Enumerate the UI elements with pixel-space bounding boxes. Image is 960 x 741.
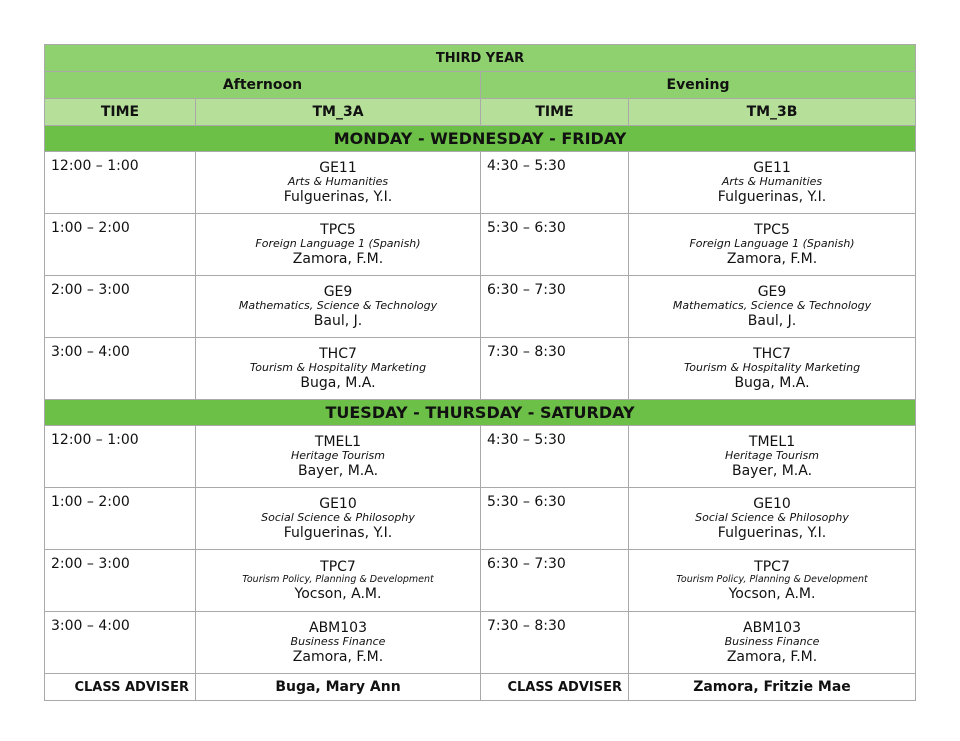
time-cell: 3:00 – 4:00 (45, 338, 196, 400)
day-group-header: TUESDAY - THURSDAY - SATURDAY (45, 400, 916, 426)
time-cell: 1:00 – 2:00 (45, 488, 196, 550)
table-row (45, 276, 916, 338)
course-code: TPC5 (754, 222, 790, 239)
course-code: THC7 (319, 346, 357, 363)
class-cell (629, 612, 916, 674)
course-code: GE10 (753, 496, 791, 513)
time-cell: 4:30 – 5:30 (481, 152, 629, 214)
time-cell: 7:30 – 8:30 (481, 338, 629, 400)
time-cell: 12:00 – 1:00 (45, 152, 196, 214)
time-cell: 2:00 – 3:00 (45, 550, 196, 612)
adviser-label: CLASS ADVISER (45, 674, 196, 701)
instructor: Zamora, F.M. (726, 648, 818, 665)
course-title: Heritage Tourism (725, 449, 820, 463)
class-cell (196, 338, 481, 400)
time-cell: 12:00 – 1:00 (45, 426, 196, 488)
class-cell (629, 338, 916, 400)
class-cell (629, 276, 916, 338)
instructor: Zamora, F.M. (292, 648, 384, 665)
class-cell (196, 152, 481, 214)
course-title: Arts & Humanities (287, 175, 389, 189)
time-header-evening: TIME (481, 99, 629, 126)
instructor: Yocson, A.M. (294, 585, 382, 602)
course-title: Foreign Language 1 (Spanish) (255, 237, 421, 251)
instructor: Baul, J. (747, 312, 797, 329)
course-code: GE11 (753, 160, 791, 177)
time-cell: 3:00 – 4:00 (45, 612, 196, 674)
time-cell: 7:30 – 8:30 (481, 612, 629, 674)
course-title: Mathematics, Science & Technology (672, 299, 872, 313)
course-code: GE11 (319, 160, 357, 177)
course-title: Social Science & Philosophy (695, 511, 849, 525)
class-cell (629, 550, 916, 612)
course-code: GE9 (757, 284, 787, 301)
course-title: Tourism Policy, Planning & Development (242, 574, 434, 586)
instructor: Bayer, M.A. (731, 462, 813, 479)
instructor: Bayer, M.A. (297, 462, 379, 479)
class-cell (629, 152, 916, 214)
adviser-label: CLASS ADVISER (481, 674, 629, 701)
class-cell (196, 488, 481, 550)
instructor: Buga, M.A. (734, 374, 810, 391)
course-code: GE9 (323, 284, 353, 301)
class-cell (629, 426, 916, 488)
course-code: TMEL1 (314, 434, 362, 451)
adviser-name-tm3b: Zamora, Fritzie Mae (629, 674, 916, 701)
time-cell: 2:00 – 3:00 (45, 276, 196, 338)
course-title: Tourism Policy, Planning & Development (676, 574, 868, 586)
time-cell: 6:30 – 7:30 (481, 276, 629, 338)
class-cell (196, 276, 481, 338)
table-row (45, 612, 916, 674)
table-row (45, 214, 916, 276)
class-cell (196, 214, 481, 276)
instructor: Fulguerinas, Y.I. (283, 188, 393, 205)
table-row (45, 426, 916, 488)
course-code: GE10 (319, 496, 357, 513)
table-row (45, 152, 916, 214)
class-cell (196, 612, 481, 674)
course-code: THC7 (753, 346, 791, 363)
section-header-tm3a: TM_3A (196, 99, 481, 126)
course-code: TMEL1 (748, 434, 796, 451)
section-header-tm3b: TM_3B (629, 99, 916, 126)
course-code: ABM103 (743, 620, 801, 637)
time-header-afternoon: TIME (45, 99, 196, 126)
course-title: Tourism & Hospitality Marketing (249, 361, 427, 375)
time-cell: 6:30 – 7:30 (481, 550, 629, 612)
instructor: Zamora, F.M. (292, 250, 384, 267)
time-cell: 1:00 – 2:00 (45, 214, 196, 276)
instructor: Zamora, F.M. (726, 250, 818, 267)
course-title: Foreign Language 1 (Spanish) (689, 237, 855, 251)
instructor: Fulguerinas, Y.I. (717, 188, 827, 205)
instructor: Yocson, A.M. (728, 585, 816, 602)
table-row (45, 338, 916, 400)
course-title: Social Science & Philosophy (261, 511, 415, 525)
instructor: Buga, M.A. (300, 374, 376, 391)
table-title: THIRD YEAR (45, 45, 916, 72)
class-cell (196, 550, 481, 612)
course-title: Business Finance (724, 635, 820, 649)
time-cell: 5:30 – 6:30 (481, 488, 629, 550)
course-title: Tourism & Hospitality Marketing (683, 361, 861, 375)
course-title: Business Finance (290, 635, 386, 649)
instructor: Baul, J. (313, 312, 363, 329)
course-title: Mathematics, Science & Technology (238, 299, 438, 313)
course-code: TPC7 (754, 558, 790, 575)
class-cell (196, 426, 481, 488)
time-cell: 5:30 – 6:30 (481, 214, 629, 276)
course-title: Heritage Tourism (290, 449, 385, 463)
schedule-table (44, 44, 916, 701)
course-code: TPC7 (320, 558, 356, 575)
table-row (45, 488, 916, 550)
course-code: ABM103 (309, 620, 367, 637)
course-title: Arts & Humanities (721, 175, 823, 189)
afternoon-header: Afternoon (45, 72, 481, 99)
instructor: Fulguerinas, Y.I. (283, 524, 393, 541)
course-code: TPC5 (320, 222, 356, 239)
day-group-header: MONDAY - WEDNESDAY - FRIDAY (45, 126, 916, 152)
adviser-name-tm3a: Buga, Mary Ann (196, 674, 481, 701)
evening-header: Evening (481, 72, 916, 99)
class-cell (629, 488, 916, 550)
instructor: Fulguerinas, Y.I. (717, 524, 827, 541)
class-cell (629, 214, 916, 276)
table-row (45, 550, 916, 612)
adviser-row (45, 674, 916, 701)
time-cell: 4:30 – 5:30 (481, 426, 629, 488)
